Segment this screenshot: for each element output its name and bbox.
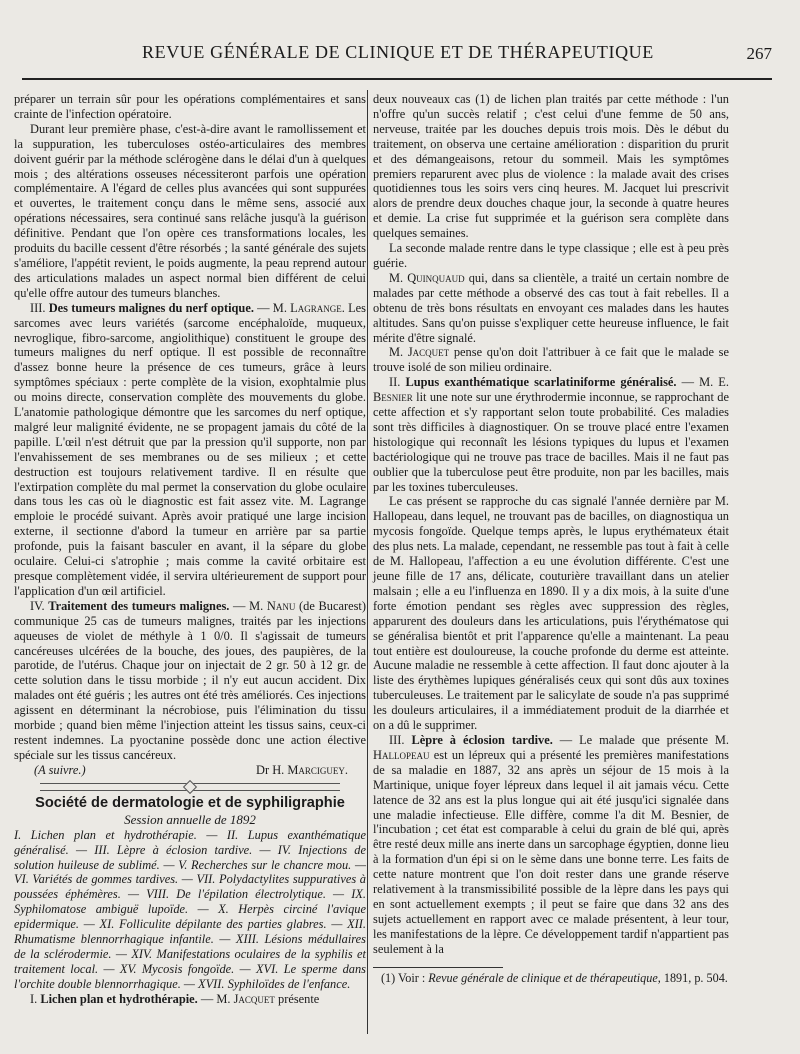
column-divider	[367, 90, 368, 1034]
section-heading: Traitement des tumeurs malignes.	[48, 598, 230, 613]
paragraph: La seconde malade rentre dans le type classique ; elle est à peu près guérie.	[373, 241, 729, 270]
header-rule	[22, 78, 772, 80]
footnote-rule	[373, 967, 503, 968]
right-column	[373, 92, 729, 985]
session-subtitle: Session annuelle de 1892	[124, 811, 256, 827]
footnote-mark: (1) Voir :	[381, 970, 426, 985]
paragraph: Durant leur première phase, c'est-à-dire avant le ramollissement et la suppuration, les tuberculoses ostéo-articulaires des membres doivent guérir par la méthode sclérogène dans le délai d'un à quelques mois ; des altérations osseuses nécessiteront parfois une opération complémentaire. A l'égard de celles plus avancées qui sont suppurées et ouvertes, le traitement conçu dans le même sens, associé aux opérations nécessaires, sera continué sans relâche jusqu'à la guérison définitive. Pendant que l'on opère ces transformations locales, les produits du bacille cessent d'être résorbés ; la santé générale des sujets s'améliore, l'appétit revient, le poids augmente, la peau reprend autour des articulations malades un aspect normal bien différent de celui qu'elle offre autour des tumeurs blanches.	[14, 121, 366, 300]
paragraph-text: pense qu'on doit l'attribuer à ce fait que le malade se trouve isolé de son milieu ordinaire.	[373, 345, 729, 375]
author-name: Lagrange.	[290, 300, 345, 315]
author-name: Hallopeau	[373, 747, 430, 762]
author-name: Nanu	[266, 598, 296, 613]
section-dash: — M.	[233, 598, 264, 613]
section-number: IV.	[30, 598, 45, 613]
paragraph: préparer un terrain sûr pour les opérations complémentaires et sans crainte de l'infection opératoire.	[14, 92, 366, 121]
paragraph: Le cas présent se rapproche du cas signalé l'année dernière par M. Hallopeau, dans lequel, ne trouvant pas de bacilles, on diagnostiqua un mycosis fongoïde. Quelque temps après, le lupus erythémateux était des plus nets. La malade, cependant, ne ressemble pas tout à fait à celle de M. Hallopeau, l'affection a eu une évolution différente. C'est une jeune fille de 17 ans, délicate, couturière travaillant dans un atelier malsain ; elle a eu l'influenza en 1890. Il y a dix mois, à la suite d'une forte émotion pendant ses règles avec suppression des règles, apparurent des douleurs dans les articulations, puis l'érythématose qui se généralisa bientôt et prit l'apparence qu'elle a maintenant. La peau tout entière est douloureuse, la couche profonde du derme est atteinte. Aucune maladie ne ressemble à cette affection. Il faut donc ajouter à la liste des érythèmes lupiques généralisés ceux qui sont dûs aux toxines tuberculeuses. Le traitement par le salicylate de soude n'a pas supprimé les douleurs articulaires, il a immédiatement produit de la diarrhée et on a dû le supprimer.	[373, 494, 729, 733]
author-name: Jacquet	[407, 345, 450, 360]
section-heading: Lichen plan et hydrothérapie.	[40, 991, 198, 1006]
section-number: II.	[389, 375, 401, 390]
signature-prefix: Dr H.	[256, 762, 285, 777]
section-text: présente	[278, 991, 320, 1006]
section-heading: Lupus exanthématique scarlatiniforme généralisé.	[405, 375, 677, 390]
footnote-tail: 1891, p. 504.	[663, 970, 728, 985]
section-text: est un lépreux qui a présenté les premières manifestations de sa maladie en 1887, 32 ans après un séjour de 15 mois à la Martinique, unique foyer lépreux dans lequel il ait jamais vécu. Cette latence de 32 ans est la plus longue qui ait été jusqu'ici signalée dans une maladie infectieuse. Elle diffère, comme l'a dit M. Besnier, de l'incubation ; cet état est comparable à celui du grain de blé qui, après être resté deux mille ans inerte dans un sarcophage égyptien, donne lieu à la formation d'un épi si on le sème dans une bonne terre. Les faits de cette nature montrent que l'on doit rester dans une grande réserve relativement à la transmissibilité possible de la lèpre dans les pays qui en sont actuellement exempts ; il peut se faire que dans 32 ans des sujets actuellement en rapport avec ce malade présentent, à leur tour, les manifestations de la lèpre. Ce développement tardif n'appartient pas seulement à la	[373, 747, 729, 956]
paragraph	[373, 271, 729, 346]
section-optic-nerve	[14, 301, 366, 599]
author-name: Quinquaud	[407, 270, 465, 285]
page-header	[22, 40, 772, 70]
section-text: Les sarcomes avec leurs variétés (sarcome encéphaloïde, muqueux, nevroglique, fibro-sarcome, angiolithique) constituent le groupe des tumeurs malignes du nerf optique. Il est possible de reconnaître d'assez bonne heure la présence de ces tumeurs, grâce à leurs symptômes spéciaux : perte complète de la vision, exophtalmie plus ou moins directe, conservation complète des mouvements du globe. L'anatomie pathologique démontre que les sarcomes du nerf optique, malgré leur malignité évidente, ne se propagent jamais du côté de la papille. L'œil n'est détruit que par la pression qu'il supporte, non par l'envahissement de ses membranes ou de ses milieux ; et cette destruction est toujours relativement tardive. Il en résulte que l'extirpation complète du mal permet la conservation du globe oculaire dans tous les cas où le diagnostic est fait assez vite. M. Lagrange emploie le procédé suivant. Après avoir pratiqué une large incision externe, il sectionne d'abord la tumeur en arrière par sa partie profonde, puis la faisant basculer en avant, il la sépare du globe oculaire. Celui-ci s'atrophie ; mais comme la cavité orbitaire est presque complètement vidée, il servira ultérieurement de support pour l'application d'un œil artificiel.	[14, 300, 366, 598]
paragraph	[373, 345, 729, 375]
section-number: III.	[30, 300, 46, 315]
running-title: REVUE GÉNÉRALE DE CLINIQUE ET DE THÉRAPEUTIQUE	[142, 42, 654, 62]
to-be-continued: (A suivre.)	[34, 762, 86, 777]
section-malignant-tumors	[14, 599, 366, 763]
section-text: lit une note sur une érythrodermie inconnue, se rapprochant de cette affection et s'y rapportant selon toute probabilité. Ces maladies sont très difficiles à diagnostiquer. On se trouve placé entre l'examen histologique qui reconnaît les lésions typiques du lupus et l'examen bactériologique qui ne trouve pas trace de bacilles. Mais il ne faut pas oublier que la tuberculose peut être produite, non par les bacilles, mais par les toxines tuberculeuses.	[373, 390, 729, 494]
signature-row	[14, 763, 366, 778]
section-dash: — M.	[257, 300, 287, 315]
prefix: M.	[389, 270, 404, 285]
section-lupus	[373, 375, 729, 494]
summary-list: I. Lichen plan et hydrothérapie. — II. Lupus exanthématique généralisé. — III. Lèpre à éclosion tardive. — IV. Injections de solution huileuse de sublimé. — V. Recherches sur le chancre mou. — VI. Variétés de gommes tardives. — VII. Polydactylites suppuratives à poussées éphémères. — VIII. De l'épilation électrolytique. — IX. Syphilomatose ambiguë lupoïde. — X. Herpès circiné l'avique epidermique. — XI. Folliculite dépilante des parties glabres. — XII. Rhumatisme blennorrhagique infantile. — XIII. Lésions médullaires de la sclérodermie. — XIV. Manifestations oculaires de la syphilis et traitement local. — XV. Mycosis fongoïde. — XVI. Le sperme dans l'orchite double blennorrhagique. — XVII. Syphiloïdes de l'enfance.	[14, 827, 366, 991]
footnote	[373, 971, 729, 986]
signature-name: Marciguey.	[287, 762, 348, 777]
prefix: M.	[389, 345, 404, 360]
section-number: I.	[30, 991, 38, 1006]
section-heading: Des tumeurs malignes du nerf optique.	[48, 300, 254, 315]
author-name: Besnier	[373, 390, 413, 405]
section-text: (de Bucarest) communique 25 cas de tumeurs malignes, traités par les injections aqueuses de violet de méthyle à 1 0/0. Il s'agissait de tumeurs cancéreuses ulcérées de la bouche, des joues, des paupières, de la parotide, de l'utérus. Chaque jour on injectait de 2 gr. 50 à 12 gr. de cette solution dans le tissu morbide ; il n'y eut aucun accident. Dix malades ont été guéris ; les autres ont été très améliorés. Ces injections agissent en déterminant la nécrobiose, puis l'élimination du tissu morbide ; quand bien même l'injection atteint les tissus sains, ceux-ci restent indemnes. La pyoctanine possède donc une action élective spéciale sur les tissus cancéreux.	[14, 598, 366, 762]
footnote-title: Revue générale de clinique et de thérapeutique,	[428, 970, 661, 985]
signature	[256, 763, 348, 778]
society-title: Société de dermatologie et de syphiligraphie	[35, 794, 345, 811]
ornament-divider	[40, 783, 340, 791]
section-heading: Lèpre à éclosion tardive.	[411, 732, 553, 747]
paragraph-text: qui, dans sa clientèle, a traité un certain nombre de malades par cette méthode a observé des cas tout à fait rebelles. Il a obtenu de très bons résultats en envoyant ces malades dans les hautes altitudes. Sans qu'on puisse s'expliquer cette heureuse influence, le fait mérite d'être signalé.	[373, 270, 729, 345]
section-dash: — M.	[200, 991, 231, 1006]
section-leprosy	[373, 733, 729, 957]
paragraph: deux nouveaux cas (1) de lichen plan traités par cette méthode : l'un n'offre qu'un succès relatif ; c'est celui d'une femme de 50 ans, nerveuse, traitée par les douches depuis trois mois. Dès le début du traitement, on observa une certaine amélioration : disparition du prurit et des démangeaisons, retour du sommeil. Mais les symptômes premiers reparurent avec plus de violence : la malade avait des crises quotidiennes tous les soirs vers cinq heures. M. Jacquet lui prescrivit alors de prendre deux douches chaque jour, la seconde à quatre heures et demie. La crise fut supprimée et la guérison sera complète dans quelques semaines.	[373, 92, 729, 241]
author-name: Jacquet	[233, 991, 275, 1006]
section-dash: — Le malade que présente M.	[559, 732, 729, 747]
section-lichen	[14, 992, 366, 1007]
left-column	[14, 92, 366, 1007]
section-number: III.	[389, 732, 405, 747]
page-number: 267	[746, 44, 772, 63]
section-dash: — M. E.	[681, 375, 729, 390]
